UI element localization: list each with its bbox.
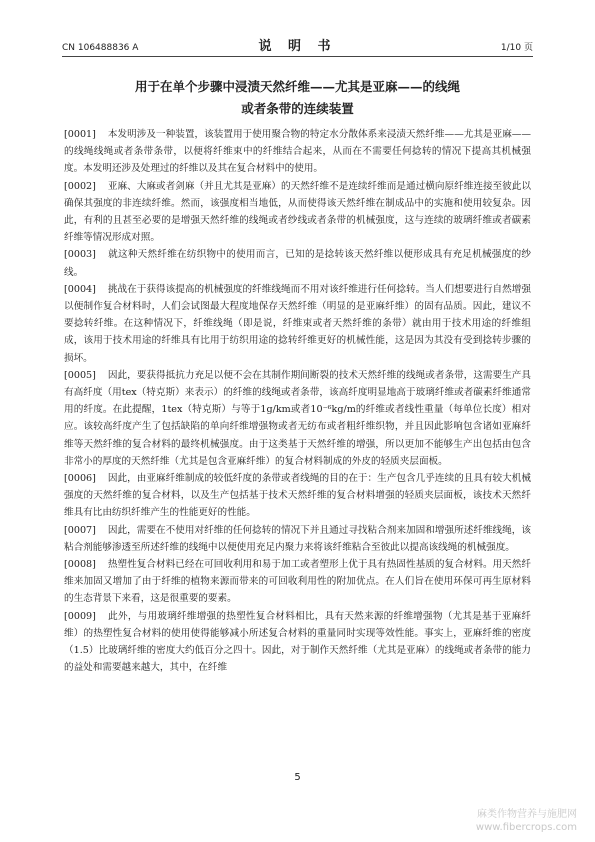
paragraph-text: 此外，与用玻璃纤维增强的热塑性复合材料相比，具有天然来源的纤维增强物（尤其是基于亚麻纤维）的热塑性复合材料的使用使得能够减小所述复合材料的重量同时实现等效性能。事实上，亚麻纤维的密度（1.5）比玻璃纤维的密度大约低百分之四十。因此，对于制作天然纤维（尤其是亚麻）的线绳或者条带的能力的益处和需要越来越大，其中，在纤维 <box>64 610 531 674</box>
paragraph <box>64 178 531 247</box>
paragraph-number: [0003] <box>64 249 96 261</box>
paragraph <box>64 608 531 677</box>
paragraph <box>64 470 531 522</box>
paragraph <box>64 522 531 556</box>
paragraph-number: [0009] <box>64 610 96 622</box>
paragraph-number: [0006] <box>64 473 96 485</box>
paragraph <box>64 126 531 178</box>
paragraph-number: [0001] <box>64 129 96 140</box>
paragraph-text: 就这种天然纤维在纺织物中的使用而言，已知的是捻转该天然纤维以便形成具有充足机械强度的纱线。 <box>64 249 531 278</box>
page-of-count: 1/10 页 <box>500 43 533 53</box>
paragraph-number: [0007] <box>64 524 96 536</box>
paragraph-number: [0002] <box>64 180 96 192</box>
watermark <box>476 808 577 834</box>
watermark-line-2: www.fibercrops.com <box>475 822 577 833</box>
page-number: 5 <box>294 772 301 783</box>
page-header <box>62 38 533 57</box>
paragraph-number: [0004] <box>64 283 96 295</box>
paragraph-number: [0008] <box>64 559 96 571</box>
watermark-line-1: 麻类作物营养与施肥网 <box>477 809 577 820</box>
paragraph-text: 因此，由亚麻纤维制成的较低纤度的条带或者线绳的目的在于：生产包含几乎连续的且具有较大机械强度的天然纤维的复合材料，以及生产包括基于技术天然纤维的复合材料增强的轻质夹层面板，该技术天然纤维具有比由纺织纤维产生的性能更好的性能。 <box>64 473 531 519</box>
paragraph <box>64 367 531 470</box>
title-line-2: 或者条带的连续装置 <box>241 101 354 116</box>
section-title: 说 明 书 <box>258 39 337 54</box>
paragraph-number: [0005] <box>64 369 96 381</box>
paragraph <box>64 556 531 608</box>
paragraph <box>64 281 531 367</box>
paragraph-text: 因此，要获得抵抗力充足以便不会在其制作期间断裂的技术天然纤维的线绳或者条带，这需要生产具有高纤度（用tex（特克斯）来表示）的纤维的线绳或者条带，该高纤度明显地高于玻璃纤维或者碳素纤维通常用的纤度。在此提醒，1tex（特克斯）与等于1g/km或者10⁻⁶kg/m的纤维或者线性重量（每单位长度）相对应。该较高纤度产生了包括缺陷的单向纤维增强物或者无纺布或者粗纤维织物，并且因此影响包含诸如亚麻纤维等天然纤维的复合材料的最终机械强度。由于这类基于天然纤维的增强，所以更加不能够生产出包括由包含非常小的厚度的天然纤维（尤其是包含亚麻纤维）的复合材料制成的外皮的轻质夹层面板。 <box>64 369 531 467</box>
paragraph-text: 热塑性复合材料已经在可回收利用和易于加工或者塑形上优于具有热固性基质的复合材料。用天然纤维来加固又增加了由于纤维的植物来源而带来的可回收利用性的附加优点。在人们旨在使用环保可再生原材料的生态背景下来看，这是很重要的要素。 <box>64 559 531 605</box>
paragraph-text: 因此，需要在不使用对纤维的任何捻转的情况下并且通过寻找粘合剂来加固和增强所述纤维线绳，该粘合剂能够渗透至所述纤维的线绳中以便使用充足内聚力来将该纤维粘合至彼此以提高该线绳的机械强度。 <box>64 524 531 553</box>
paragraph-text: 亚麻、大麻或者剑麻（并且尤其是亚麻）的天然纤维不是连续纤维而是通过横向原纤维连接至彼此以确保其强度的非连续纤维。然而，该强度相当地低，从而使得该天然纤维在制成品中的实施和使用较复杂。因此，有利的且甚至必要的是增强天然纤维的线绳或者纱线或者条带的机械强度，这与连续的玻璃纤维或者碳素纤维等情况形成对照。 <box>64 180 531 244</box>
paragraph-text: 挑战在于获得该提高的机械强度的纤维线绳而不用对该纤维进行任何捻转。当人们想要进行自然增强以便制作复合材料时，人们会试图最大程度地保存天然纤维（明显的是亚麻纤维）的固有品质。因此，建议不要捻转纤维。在这种情况下，纤维线绳（即是说，纤维束或者天然纤维的条带）就由用于技术用途的纤维组成，该用于技术用途的纤维具有比用于纺织用途的捻转纤维更好的机械性能，这是因为其没有受到捻转步骤的损坏。 <box>64 283 531 364</box>
paragraph <box>64 246 531 280</box>
document-body <box>64 126 531 677</box>
paragraph-text: 本发明涉及一种装置，该装置用于使用聚合物的特定水分散体系来浸渍天然纤维——尤其是亚麻——的线绳线绳或者条带条带，以便将纤维束中的纤维结合起来，从而在不需要任何捻转的情况下提高其机械强度。本发明还涉及处理过的纤维以及其在复合材料中的使用。 <box>64 129 531 175</box>
document-id: CN 106488836 A <box>62 43 139 53</box>
document-title <box>62 76 533 120</box>
title-line-1: 用于在单个步骤中浸渍天然纤维——尤其是亚麻——的线绳 <box>134 79 460 94</box>
